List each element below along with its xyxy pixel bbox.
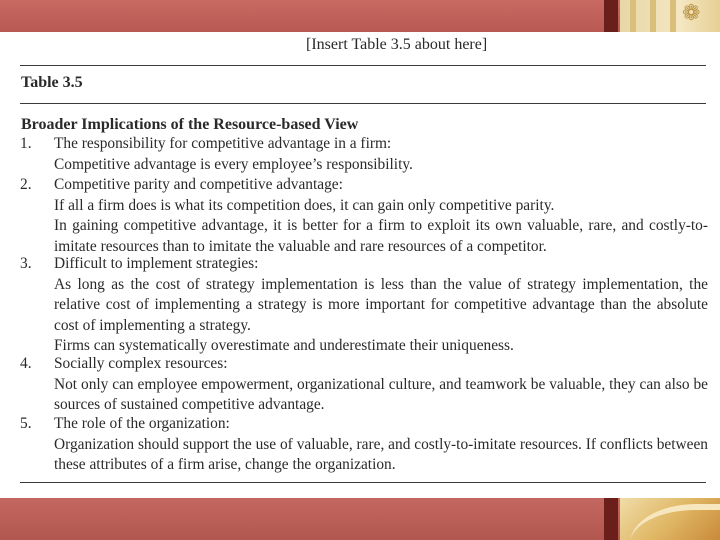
bottom-corner-ornament (620, 498, 720, 540)
item-number: 5. (20, 415, 32, 432)
list-item (18, 175, 708, 257)
bottom-decorative-banner (0, 498, 720, 540)
top-corner-ornament (620, 0, 720, 32)
insert-note: [Insert Table 3.5 about here] (306, 36, 488, 53)
ornament-stripe (630, 0, 636, 32)
swirl-ornament (630, 504, 720, 540)
item-paragraph: Competitive advantage is every employee’s responsibility. (54, 155, 413, 173)
top-decorative-banner (0, 0, 720, 32)
item-heading: The role of the organization: (54, 415, 230, 432)
item-heading: The responsibility for competitive advantage in a firm: (54, 135, 392, 152)
list-item (18, 354, 708, 416)
horizontal-rule (20, 482, 706, 483)
list-item (18, 134, 708, 175)
list-item (18, 414, 708, 476)
table-title: Broader Implications of the Resource-based View (21, 116, 359, 133)
table-label: Table 3.5 (21, 74, 83, 91)
item-number: 1. (20, 135, 32, 152)
item-number: 3. (20, 255, 32, 272)
list-item (18, 254, 708, 357)
item-number: 4. (20, 355, 32, 372)
item-paragraph: If all a firm does is what its competition does, it can gain only competitive parity. (54, 196, 555, 214)
item-paragraph: Firms can systematically overestimate and underestimate their uniqueness. (54, 337, 514, 354)
top-banner-accent-band (604, 0, 618, 32)
item-paragraph: Not only can employee empowerment, organizational culture, and teamwork be valuable, they can also be sources of sustained competitive advantage. (54, 375, 708, 413)
item-heading: Socially complex resources: (54, 355, 228, 372)
ornament-stripe (650, 0, 656, 32)
horizontal-rule (20, 103, 706, 104)
horizontal-rule (20, 65, 706, 66)
scanned-table-page (18, 32, 708, 498)
item-paragraph: Organization should support the use of valuable, rare, and costly-to-imitate resources. If conflicts between these attributes of a firm arise, change the organization. (54, 435, 708, 473)
item-heading: Competitive parity and competitive advantage: (54, 176, 343, 193)
item-number: 2. (20, 176, 32, 193)
item-heading: Difficult to implement strategies: (54, 255, 259, 272)
bottom-banner-accent-band (604, 498, 618, 540)
item-paragraph: As long as the cost of strategy implementation is less than the value of strategy implementation, the relative cost of implementing a strategy is more important for competitive advantage than the absolute cost of implementing a strategy. (54, 275, 708, 334)
item-paragraph: In gaining competitive advantage, it is better for a firm to exploit its own valuable, rare, and costly-to-imitate resources than to imitate the valuable and rare resources of a competitor. (54, 217, 708, 255)
ornament-stripe (670, 0, 676, 32)
flower-ornament-icon: ❁ (682, 0, 701, 25)
